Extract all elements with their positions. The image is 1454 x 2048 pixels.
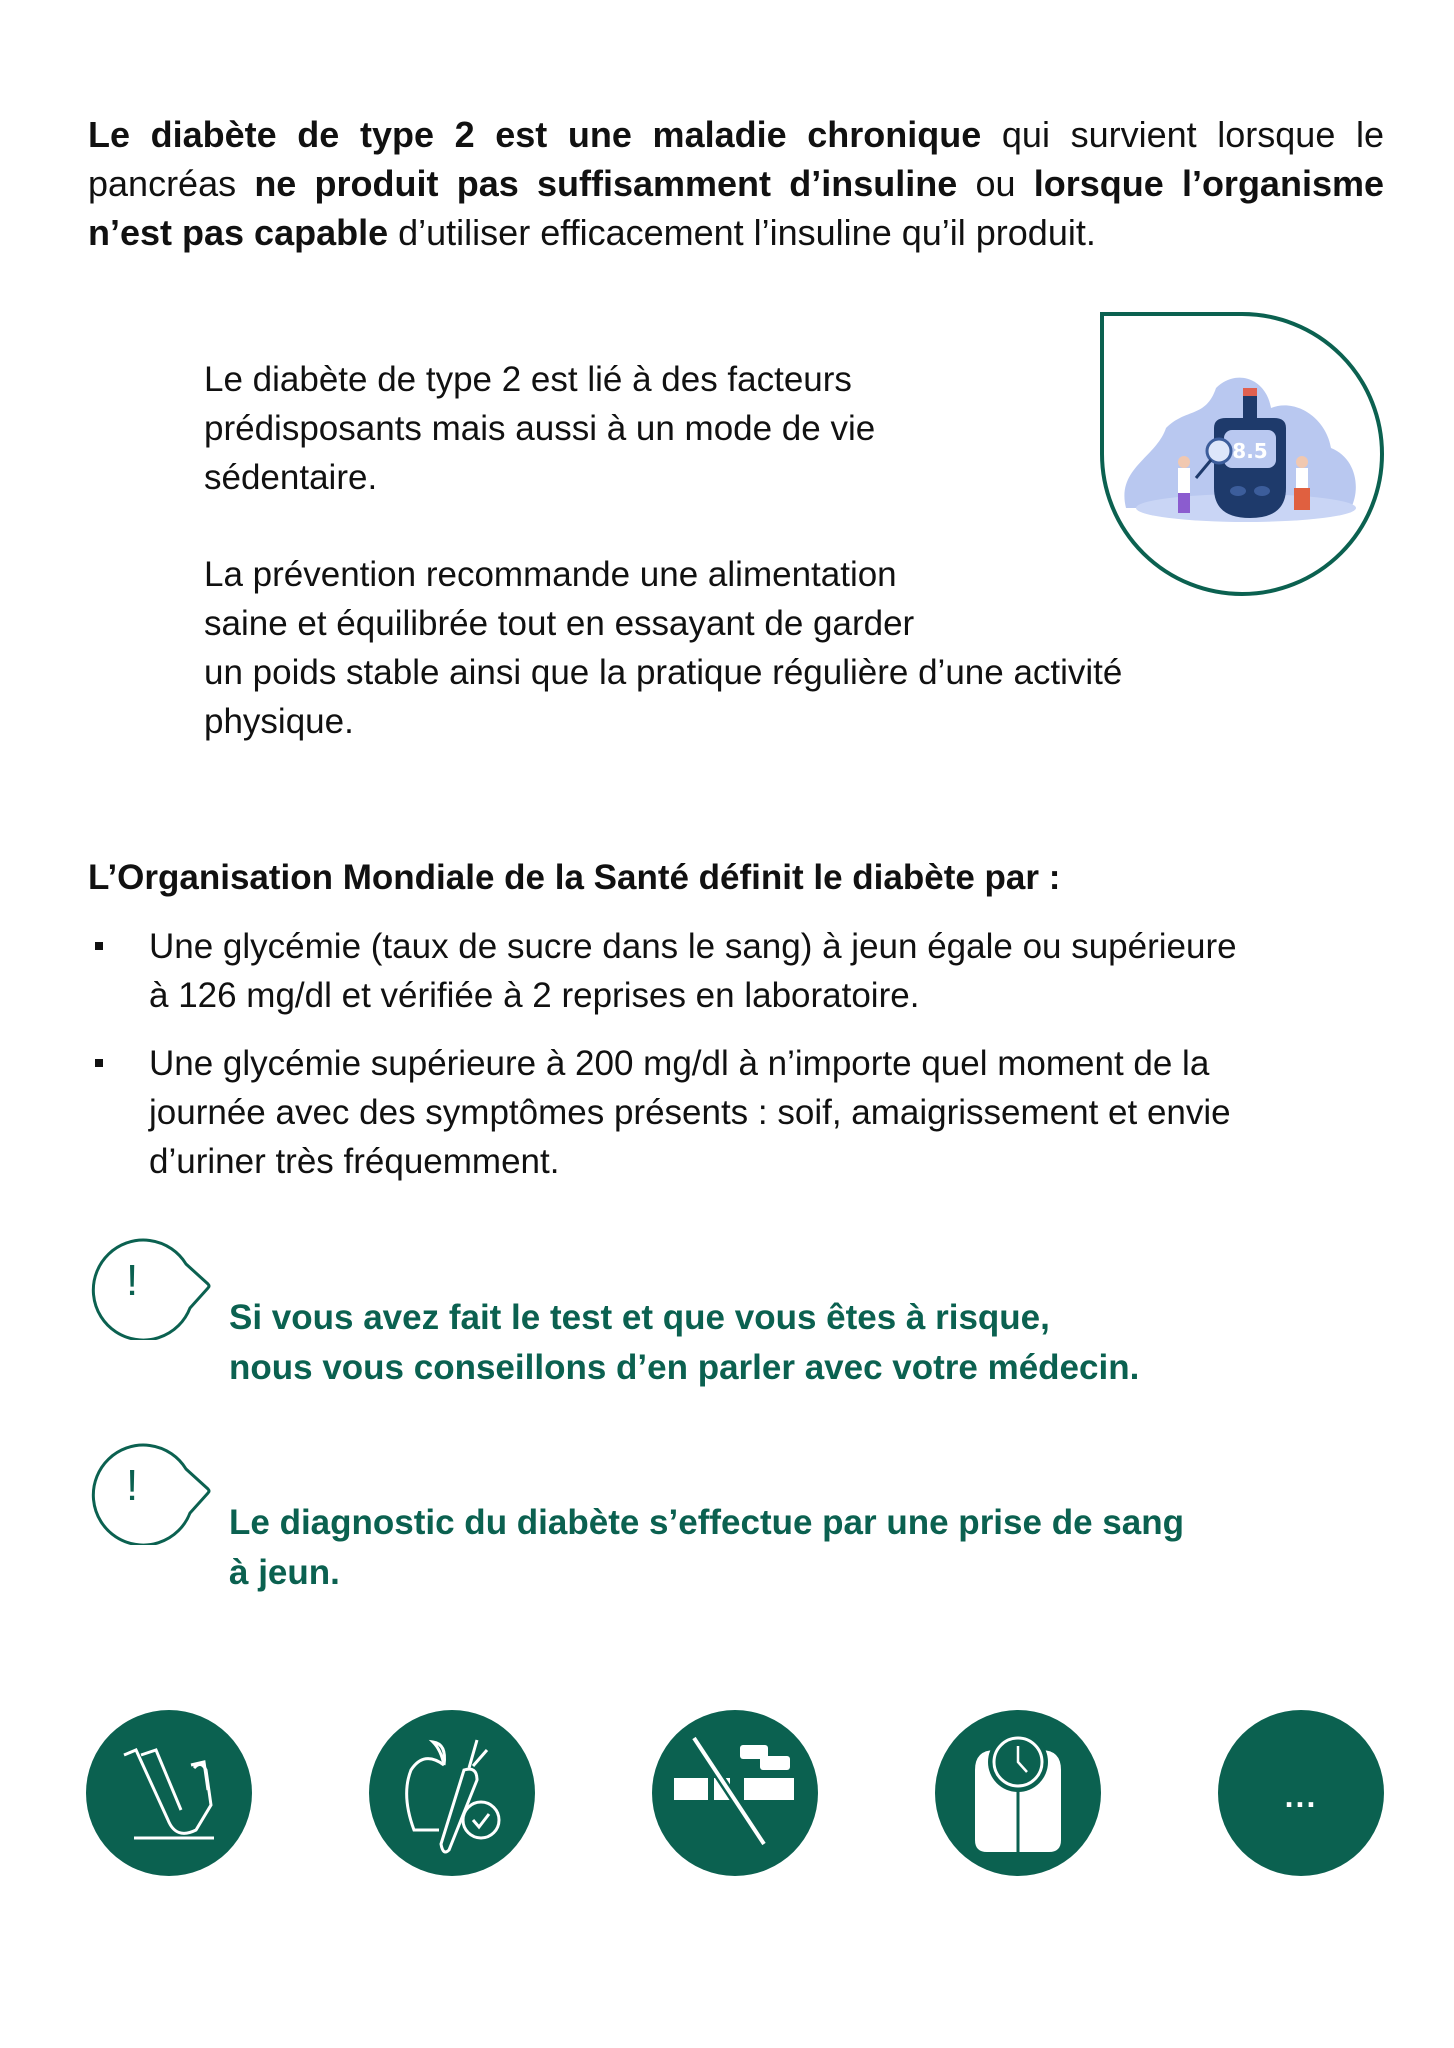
text-line: à 126 mg/dl et vérifiée à 2 reprises en laboratoire.: [149, 976, 920, 1015]
prevention-paragraph: [204, 550, 1122, 746]
more-icon[interactable]: [1218, 1710, 1384, 1876]
text-line: physique.: [204, 702, 354, 741]
text-line: d’uriner très fréquemment.: [149, 1142, 560, 1181]
text-line: La prévention recommande une alimentation: [204, 555, 897, 594]
oms-heading: L’Organisation Mondiale de la Santé définit le diabète par :: [88, 858, 1061, 897]
weight-scale-icon: [935, 1710, 1101, 1876]
text-line: Une glycémie supérieure à 200 mg/dl à n’importe quel moment de la: [149, 1044, 1210, 1083]
exclamation-icon: !: [126, 1256, 139, 1305]
intro-paragraph: [88, 110, 1384, 257]
text-line: Le diagnostic du diabète s’effectue par une prise de sang: [229, 1503, 1184, 1542]
callout-text: [229, 1498, 1184, 1598]
intro-bold-2: ne produit pas suffisamment d’insuline: [254, 163, 958, 204]
intro-text-3: d’utiliser efficacement l’insuline qu’il produit.: [388, 212, 1096, 253]
bullet-icon: [95, 1059, 103, 1067]
text-line: saine et équilibrée tout en essayant de garder: [204, 604, 915, 643]
factors-paragraph: [204, 355, 875, 502]
text-line: Si vous avez fait le test et que vous êtes à risque,: [229, 1298, 1050, 1337]
text-line: un poids stable ainsi que la pratique régulière d’une activité: [204, 653, 1123, 692]
text-line: journée avec des symptômes présents : soif, amaigrissement et envie: [149, 1093, 1231, 1132]
bullet-icon: [95, 942, 103, 950]
exclamation-icon: !: [126, 1461, 139, 1510]
intro-text-1: qui survient lorsque le pancréas: [88, 114, 1384, 204]
intro-bold-3: lorsque l’organisme n’est pas capable: [88, 163, 1384, 253]
text-line: nous vous conseillons d’en parler avec votre médecin.: [229, 1348, 1140, 1387]
intro-text-2: ou: [957, 163, 1034, 204]
no-smoking-icon: [652, 1710, 818, 1876]
text-line: Une glycémie (taux de sucre dans le sang) à jeun égale ou supérieure: [149, 927, 1237, 966]
warning-bubble-icon: [86, 1234, 212, 1340]
more-label: ...: [1284, 1778, 1318, 1814]
intro-bold-1: Le diabète de type 2 est une maladie chronique: [88, 114, 982, 155]
text-line: sédentaire.: [204, 458, 378, 497]
warning-bubble-icon: [86, 1439, 212, 1545]
text-line: prédisposants mais aussi à un mode de vie: [204, 409, 876, 448]
callout-text: [229, 1293, 1139, 1393]
glucose-meter-illustration: [1096, 308, 1388, 600]
text-line: Le diabète de type 2 est lié à des facteurs: [204, 360, 852, 399]
exercise-icon: [86, 1710, 252, 1876]
meter-reading: 8.5: [1232, 439, 1268, 463]
text-line: à jeun.: [229, 1553, 340, 1592]
healthy-food-icon: [369, 1710, 535, 1876]
